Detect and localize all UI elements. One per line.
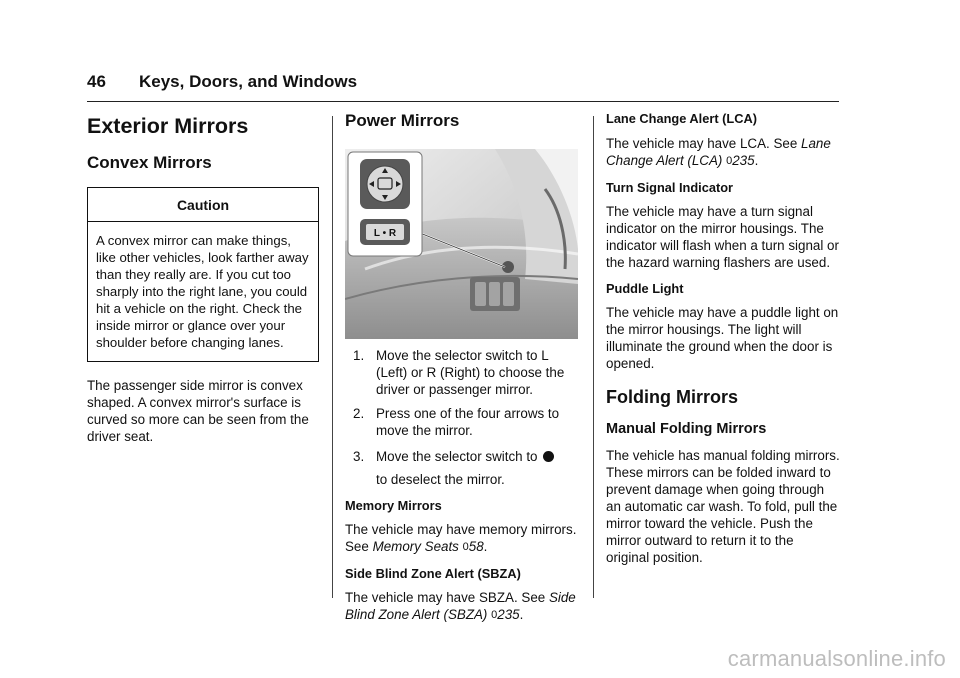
manual-folding-text: The vehicle has manual folding mirrors. These mirrors can be folded inward to prevent damage when going through an automatic car wash. To fold, pull the mirror toward the vehicle. Push the mirror outward to return it to the original position.	[606, 448, 840, 565]
column-divider	[593, 116, 594, 598]
step-item	[345, 347, 580, 398]
step-item	[345, 448, 580, 488]
selector-switch-label: L • R	[373, 228, 397, 239]
column-right	[606, 110, 840, 566]
caution-box	[87, 187, 319, 362]
step-text-continued: to deselect the mirror.	[376, 472, 505, 487]
lca-text: The vehicle may have LCA. See Lane Change Alert (LCA) 0235.	[606, 136, 831, 168]
page-header	[87, 72, 839, 102]
power-mirror-figure	[345, 149, 578, 339]
sbza-title: Side Blind Zone Alert (SBZA)	[345, 566, 521, 581]
column-left	[87, 110, 319, 445]
turn-signal-title: Turn Signal Indicator	[606, 180, 734, 195]
sbza-text: The vehicle may have SBZA. See Side Blind Zone Alert (SBZA) 0235.	[345, 590, 576, 622]
page-number: 46	[87, 72, 106, 91]
turn-signal-text: The vehicle may have a turn signal indicator on the mirror housings. The indicator will flash when a turn signal or the hazard warning flashers are used.	[606, 204, 839, 270]
heading-folding-mirrors: Folding Mirrors	[606, 387, 738, 407]
column-divider	[332, 116, 333, 598]
memory-seats-link[interactable]: Memory Seats	[372, 539, 459, 554]
step-number: 3.	[353, 449, 365, 464]
page-ref-number: 235	[732, 153, 755, 168]
heading-manual-folding-mirrors: Manual Folding Mirrors	[606, 421, 767, 437]
lca-link[interactable]: Lane Change Alert (LCA)	[606, 136, 831, 168]
page-ref-icon: 0	[726, 155, 733, 167]
page-ref-number: 58	[468, 539, 484, 554]
step-number: 2.	[353, 406, 365, 421]
mirror-control-inset	[360, 159, 410, 245]
steps-list	[345, 347, 580, 488]
section-title: Keys, Doors, and Windows	[139, 72, 358, 91]
step-item	[345, 405, 580, 439]
caution-title: Caution	[88, 188, 318, 222]
memory-mirrors-text: The vehicle may have memory mirrors. See Memory Seats 058.	[345, 522, 577, 554]
step-text: Press one of the four arrows to move the mirror.	[376, 406, 560, 438]
column-middle	[345, 110, 580, 624]
step-text: Move the selector switch to	[376, 449, 538, 464]
convex-paragraph: The passenger side mirror is convex shaped. A convex mirror's surface is curved so more can be seen from the driver seat.	[87, 378, 309, 444]
puddle-light-title: Puddle Light	[606, 281, 684, 296]
page-ref-number: 235	[497, 607, 520, 622]
puddle-light-text: The vehicle may have a puddle light on the mirror housings. The light will illuminate the ground when the door is opened.	[606, 305, 839, 371]
heading-power-mirrors: Power Mirrors	[345, 111, 460, 130]
step-number: 1.	[353, 348, 365, 363]
selector-center-dot-icon	[543, 451, 554, 462]
memory-mirrors-title: Memory Mirrors	[345, 498, 442, 513]
heading-exterior-mirrors: Exterior Mirrors	[87, 114, 249, 138]
caution-body: A convex mirror can make things, like other vehicles, look farther away than they really are. If you cut too sharply into the right lane, you could hit a vehicle on the right. Check the inside mirror or glance over your shoulder before changing lanes.	[96, 233, 309, 350]
sbza-link[interactable]: Side Blind Zone Alert (SBZA)	[345, 590, 576, 622]
heading-convex-mirrors: Convex Mirrors	[87, 153, 212, 172]
page-ref-icon: 0	[491, 609, 498, 621]
door-panel-illustration	[345, 149, 578, 339]
step-text: Move the selector switch to L (Left) or R (Right) to choose the driver or passenger mirror.	[376, 348, 565, 397]
watermark: carmanualsonline.info	[727, 646, 946, 671]
lca-title: Lane Change Alert (LCA)	[606, 111, 757, 126]
page-ref-icon: 0	[462, 541, 469, 553]
